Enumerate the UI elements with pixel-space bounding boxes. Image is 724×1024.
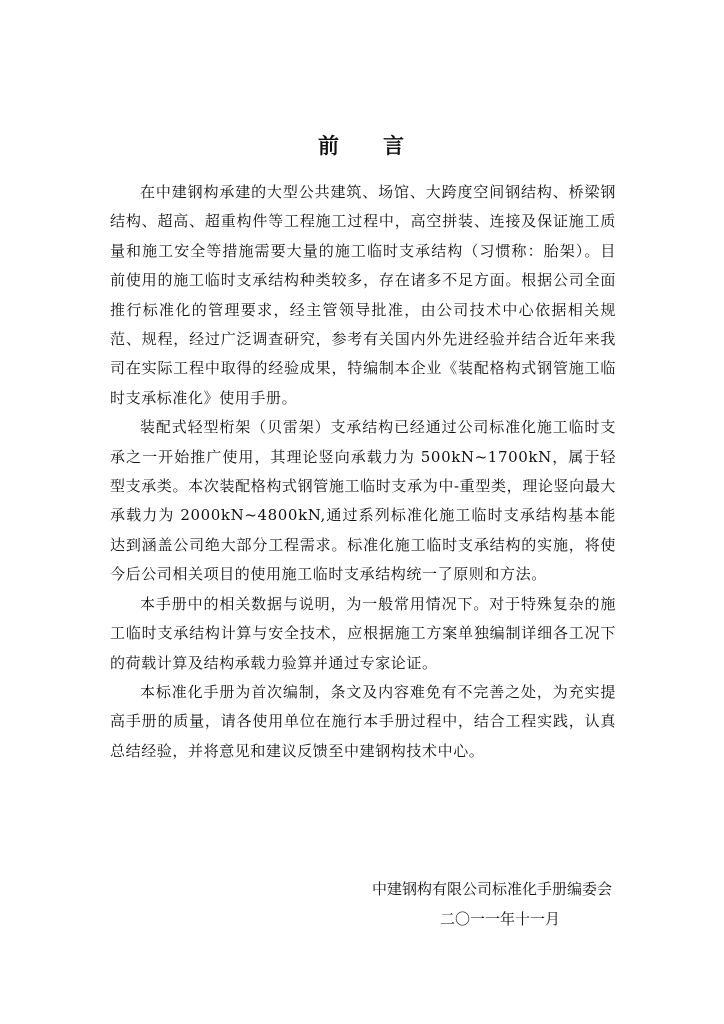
paragraph-4: 本标准化手册为首次编制，条文及内容难免有不完善之处，为充实提高手册的质量，请各使用单位在施行本手册过程中，结合工程实践，认真总结经验，并将意见和建议反馈至中建钢构技术中心。 — [110, 682, 616, 760]
paragraph-2: 装配式轻型桁架（贝雷架）支承结构已经通过公司标准化施工临时支承之一开始推广使用，其理论竖向承载力为 500kN~1700kN，属于轻型支承类。本次装配格构式钢管施工临时支承为中-重型类，理论竖向最大承载力为 2000kN~4800kN,通过系列标准化施工临时支承结构基本能达到涵盖公司绝大部分工程需求。标准化施工临时支承结构的实施，将使今后公司相关项目的使用施工临时支承结构统一了原则和方法。 — [110, 418, 616, 584]
date-line: 二〇一一年十一月 — [439, 910, 560, 928]
title-char-1: 前 — [318, 133, 341, 158]
signature-line: 中建钢构有限公司标准化手册编委会 — [371, 880, 612, 898]
title-char-2: 言 — [383, 133, 406, 158]
paragraph-3: 本手册中的相关数据与说明，为一般常用情况下。对于特殊复杂的施工临时支承结构计算与安全技术，应根据施工方案单独编制详细各工况下的荷载计算及结构承载力验算并通过专家论证。 — [110, 594, 616, 672]
preface-body — [110, 178, 616, 766]
paragraph-1: 在中建钢构承建的大型公共建筑、场馆、大跨度空间钢结构、桥梁钢结构、超高、超重构件等工程施工过程中，高空拼装、连接及保证施工质量和施工安全等措施需要大量的施工临时支承结构（习惯称：胎架）。目前使用的施工临时支承结构种类较多，存在诸多不足方面。根据公司全面推行标准化的管理要求，经主管领导批准，由公司技术中心依据相关规范、规程，经过广泛调查研究，参考有关国内外先进经验并结合近年来我司在实际工程中取得的经验成果，特编制本企业《装配格构式钢管施工临时支承标准化》使用手册。 — [110, 183, 616, 407]
page-title — [0, 133, 724, 159]
